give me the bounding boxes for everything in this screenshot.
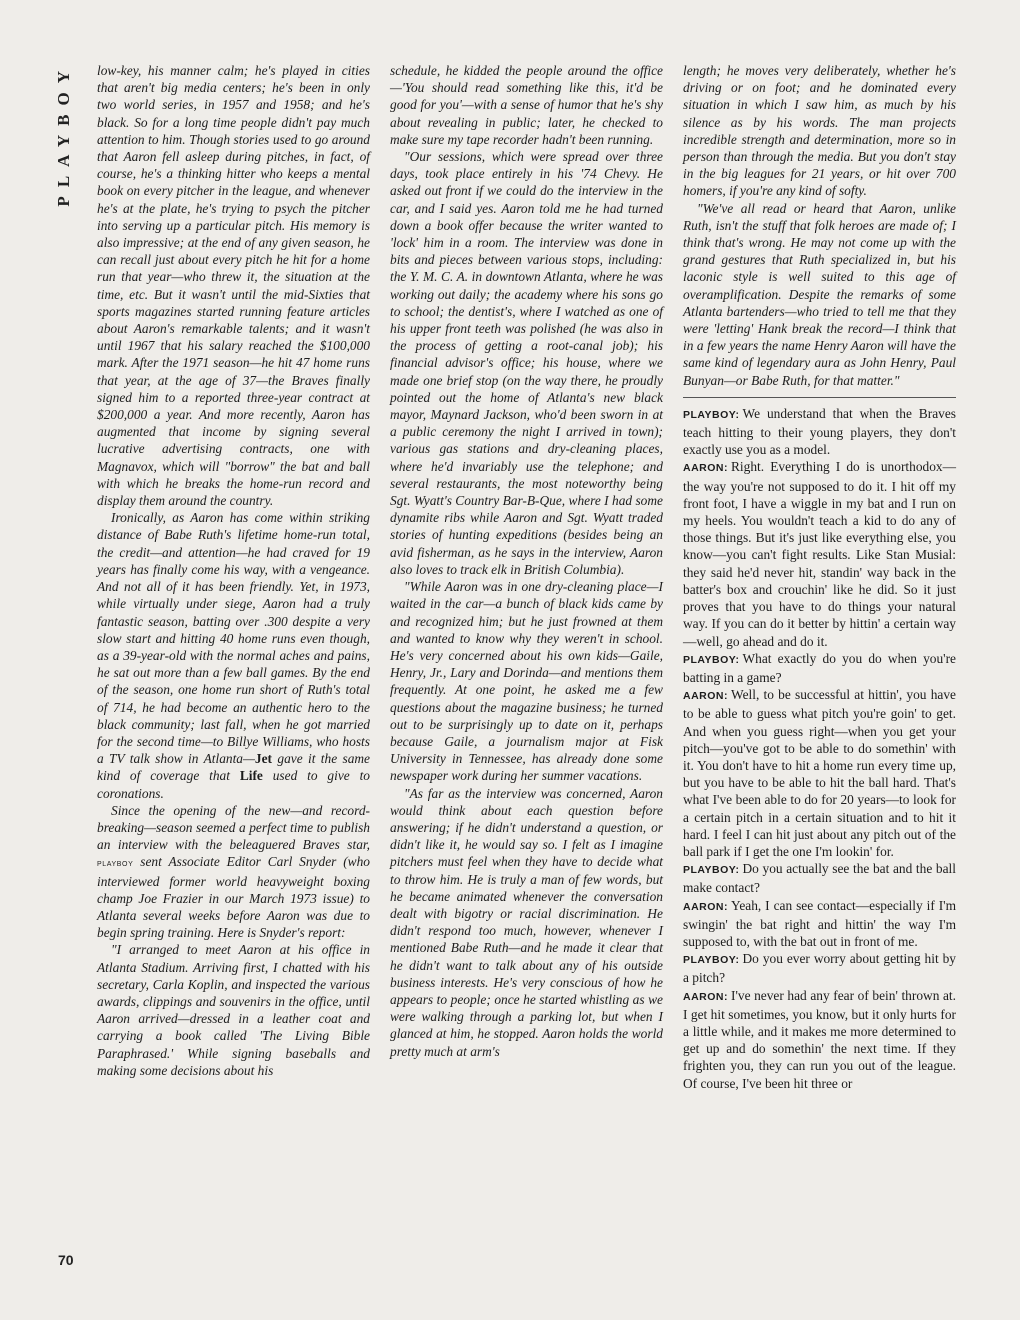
paragraph: "As far as the interview was concerned, Aaron would think about each question before answering; if he didn't understand a question, or didn't like it, he would say so. I felt as I imagine pitchers must feel when they have to decide what to throw him. He is truly a man of few words, but he became animated whenever the conversation dealt with bigotry or racial discrimination. He didn't respond too much, however, whenever I mentioned Babe Ruth—and he made it clear that he didn't want to talk about any of his outside business interests. He's very conscious of how he appears to people; once he started whistling as we were walking through a parking lot, but when I glanced at him, he stopped. Aaron holds the world pretty much at arm's (390, 785, 663, 1059)
qa-text: Right. Everything I do is unorthodox—the way you're not supposed to do it. I hit off my front foot, I have a wiggle in my bat and I run on my heels. You wouldn't teach a kid to do any of those things. But it's just like everything else, you know—you can't fight results. Like Stan Musial: they said he'd never hit, standin' way back in the batter's box and crouchin' like he did. So it just proves that you have to do things your natural way. If you can do it better by hittin' a certain way—well, go ahead and do it. (683, 459, 956, 649)
publication-name: playboy (97, 857, 134, 870)
publication-name: Life (239, 768, 263, 784)
qa-text: Do you ever worry about getting hit by a pitch? (683, 951, 956, 986)
paragraph: "While Aaron was in one dry-cleaning place—I waited in the car—a bunch of black kids came by and recognized him; but he just frowned at them and wanted to know why they weren't in school. He's very concerned about his own kids—Gaile, Henry, Jr., Lary and Dorinda—and mentions them frequently. At one point, he asked me a few questions about the magazine business; he turned out to be surprisingly up to date on it, perhaps because Gaile, a journalism major at Fisk University in Tennessee, has already done some newspaper work during her summer vacations. (390, 579, 663, 784)
qa-text: Do you actually see the bat and the ball make contact? (683, 861, 956, 896)
section-divider (683, 397, 956, 398)
qa-entry (683, 897, 956, 951)
qa-text: We understand that when the Braves teach hitting to their young players, they don't exactly use you as a model. (683, 405, 956, 458)
speaker-label: AARON: (683, 690, 728, 703)
qa-text: What exactly do you do when you're batting in a game? (683, 650, 956, 685)
text-run: gave it the same kind of coverage that (97, 751, 370, 784)
speaker-label: PLAYBOY: (683, 408, 740, 421)
speaker-label: PLAYBOY: (683, 653, 740, 666)
text-run: Ironically, as Aaron has come within striking distance of Babe Ruth's lifetime home-run total, the credit—and attention—he had craved for 19 years has finally come his way, with a vengeance. And not all of it has been friendly. Yet, in 1973, while virtually under siege, Aaron had a truly fantastic season, batting over .300 despite a very slow start and hitting 40 home runs even though, as a 39-year-old with the normal aches and pains, he sat out more than a few ball games. By the end of the season, one home run short of Ruth's total of 714, he had become an authentic hero to the black community; last fall, when he got married for the second time—to Billye Williams, who hosts a TV talk show in Atlanta— (97, 510, 370, 767)
page-number: 70 (58, 1252, 74, 1268)
qa-entry (683, 686, 956, 860)
text-run: Since the opening of the new—and record-breaking—season seemed a perfect time to publish an interview with the beleaguered Braves star, (97, 802, 370, 853)
paragraph (97, 509, 370, 801)
masthead (54, 62, 78, 207)
column-3 (683, 62, 956, 1092)
paragraph (97, 802, 370, 942)
qa-entry (683, 860, 956, 896)
speaker-label: AARON: (683, 900, 728, 913)
qa-entry (683, 458, 956, 649)
paragraph: low-key, his manner calm; he's played in cities that aren't big media centers; he's been in only two world series, in 1957 and 1958; and he's black. So for a long time people didn't pay much attention to him. Though stories used to go around that Aaron fell asleep during pitches, in fact, of course, he's a thinking hitter who keeps a mental book on every pitcher in the league, and whenever he's at the plate, he's trying to psych the pitcher into serving up a particular pitch. His memory is also impressive; at the end of any given season, he can recall just about every pitch he hit for a home run that year—who threw it, the situation at the time, etc. But it wasn't until the mid-Sixties that sports magazines started running feature articles about Aaron's remarkable talents; and it wasn't until 1967 that his salary reached the $100,000 mark. After the 1971 season—he hit 47 home runs that year, at the age of 37—the Braves finally signed him to a reported three-year contract at $200,000 a year. And more recently, Aaron has augmented that income by signing several lucrative advertising contracts, one with Magnavox, which will "borrow" the bat and ball with which he breaks the home-run record and display them around the country. (97, 63, 370, 509)
paragraph: "I arranged to meet Aaron at his office in Atlanta Stadium. Arriving first, I chatted with his secretary, Carla Koplin, and inspected the various awards, clippings and souvenirs in the office, until Aaron arrived—dressed in a leather coat and carrying a book called 'The Living Bible Paraphrased.' While signing baseballs and making some decisions about his (97, 942, 370, 1078)
speaker-label: AARON: (683, 462, 728, 475)
speaker-label: AARON: (683, 990, 728, 1003)
qa-entry (683, 987, 956, 1092)
qa-text: Well, to be successful at hittin', you have to be able to guess what pitch you're goin' to get. And when you guess right—when you get your pitch—you've got to be able to do somethin' with it. You don't have to hit a home run every time up, but you have to be able to hit the ball hard. That's what I've been able to do for 20 years—to look for a certain pitch in a certain situation and to hit it hard. I feel I can hit just about any pitch out of the ball park if I get the one I'm lookin' for. (683, 687, 956, 859)
masthead-text: PLAYBOY (54, 62, 73, 207)
paragraph: schedule, he kidded the people around the office—'You should read something like this, it'd be good for you'—with a sense of humor that he's shy about revealing in public; later, he checked to make sure my tape recorder hadn't been running. (390, 63, 663, 147)
intro-column-1 (97, 62, 370, 1079)
qa-text: I've never had any fear of bein' thrown at. I get hit sometimes, you know, but it only hurts for a little while, and it makes me more determined to get up and do somethin' the next time. If they frighten you, they can run you out of the league. Of course, I've been hit three or (683, 987, 956, 1091)
qa-entry (683, 650, 956, 686)
speaker-label: PLAYBOY: (683, 954, 740, 967)
text-run: sent Associate Editor Carl Snyder (who interviewed former world heavyweight boxing champ Joe Frazier in our March 1973 issue) to Atlanta several weeks before Aaron was due to begin spring training. Here is Snyder's report: (97, 854, 370, 941)
intro-column-2 (390, 62, 663, 1060)
paragraph: length; he moves very deliberately, whether he's driving or on foot; and he dominated every situation in which I saw him, as much by his silence as by his words. The man projects incredible strength and determination, more so in person than through the media. But you don't stay in the big leagues for 21 years, or hit over 700 homers, if you're any kind of softy. (683, 63, 956, 199)
speaker-label: PLAYBOY: (683, 864, 740, 877)
intro-continuation (683, 62, 956, 389)
qa-text: Yeah, I can see contact—especially if I'm swingin' the bat right and hittin' the way I'm supposed to, with the bat out in front of me. (683, 897, 956, 949)
paragraph: "Our sessions, which were spread over three days, took place entirely in his '74 Chevy. He asked out front if we could do the interview in the car, and I said yes. Aaron told me he had turned down a book offer because the writer wanted to 'lock' him in a room. The interview was done in bits and pieces between various stops, including: the Y. M. C. A. in downtown Atlanta, where he was working out daily; the academy where his sons go to school; the dentist's, where I watched as one of his upper front teeth was polished (he was also in the process of getting a root-canal job); his financial advisor's office; his house, where we made one brief stop (on the way there, he proudly pointed out the home of Atlanta's new black mayor, Maynard Jackson, who'd been sworn in at a public ceremony the night I arrived in town); various gas stations and dry-cleaning places, where he'd invariably use the telephone; and several restaurants, the most noteworthy being Sgt. Wyatt's Country Bar-B-Que, where I had some dynamite ribs while Aaron and Sgt. Wyatt traded stories of hunting expeditions (besides being an avid fisherman, as he says in the interview, Aaron also loves to track elk in British Columbia). (390, 149, 663, 577)
publication-name: Jet (254, 751, 273, 767)
paragraph: "We've all read or heard that Aaron, unlike Ruth, isn't the stuff that folk heroes are made of; I think that's wrong. He may not come up with the grand gestures that Ruth specialized in, but his laconic style is well suited to this age of overamplification. Despite the remarks of some Atlanta bartenders—who tried to tell me that they were 'letting' Hank break the record—I think that in a few years the name Henry Aaron will have the same kind of legendary aura as John Henry, Paul Bunyan—or Babe Ruth, for that matter." (683, 200, 956, 388)
interview-qa (683, 405, 956, 1092)
qa-entry (683, 405, 956, 459)
qa-entry (683, 950, 956, 986)
text-run: used to give to coronations. (97, 768, 370, 801)
